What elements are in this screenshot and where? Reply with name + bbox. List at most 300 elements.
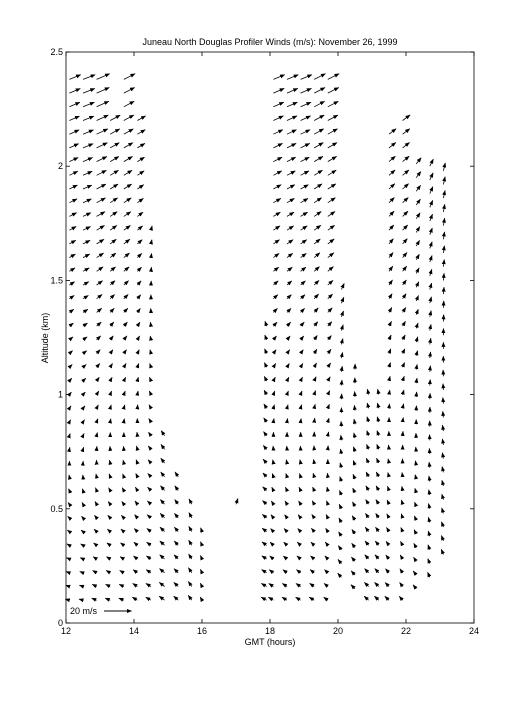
wind-arrow	[124, 281, 129, 285]
wind-arrow	[416, 254, 419, 260]
wind-arrow	[160, 500, 164, 505]
wind-arrow	[95, 502, 97, 505]
wind-arrow	[97, 295, 103, 299]
wind-arrow	[442, 494, 444, 500]
wind-arrow	[367, 389, 368, 394]
wind-arrow	[377, 403, 378, 408]
wind-arrow	[124, 129, 134, 134]
wind-arrow	[287, 157, 296, 161]
wind-arrow	[83, 75, 95, 80]
wind-arrow	[354, 405, 355, 410]
wind-arrow	[328, 391, 330, 395]
wind-arrow	[366, 486, 369, 491]
wind-arrow	[137, 391, 138, 395]
wind-arrow	[301, 102, 311, 107]
wind-arrow	[416, 392, 417, 397]
wind-arrow	[69, 406, 71, 408]
wind-arrow	[299, 487, 301, 490]
wind-arrow	[430, 256, 432, 263]
wind-arrow	[124, 101, 134, 107]
wind-arrow	[69, 254, 75, 258]
wind-arrow	[403, 156, 410, 161]
wind-arrow	[67, 530, 69, 532]
wind-arrow	[236, 499, 238, 505]
wind-arrow	[389, 308, 392, 313]
wind-arrow	[301, 405, 302, 409]
wind-arrow	[327, 487, 328, 491]
wind-arrow	[160, 527, 165, 531]
wind-arrow	[301, 143, 310, 148]
y-axis	[50, 47, 474, 628]
wind-arrow	[403, 170, 409, 175]
wind-arrow	[324, 597, 328, 600]
wind-arrow	[389, 143, 396, 148]
wind-arrow	[151, 240, 152, 244]
wind-arrow	[83, 351, 87, 354]
wind-arrow	[387, 514, 389, 518]
wind-arrow	[146, 570, 151, 573]
wind-arrow	[376, 527, 379, 531]
wind-arrow	[416, 378, 417, 383]
wind-arrow	[137, 171, 144, 175]
wind-arrow	[388, 459, 389, 463]
wind-arrow	[328, 143, 337, 148]
wind-arrow	[79, 599, 83, 600]
wind-arrow	[124, 322, 128, 326]
wind-arrow	[403, 308, 406, 313]
wind-arrow	[375, 541, 379, 545]
wind-arrow	[83, 227, 91, 231]
wind-arrow	[301, 308, 305, 312]
wind-arrow	[133, 570, 137, 573]
wind-arrow	[174, 541, 178, 545]
wind-arrow	[175, 513, 179, 518]
wind-arrow	[301, 267, 306, 271]
x-tick-label: 22	[400, 626, 412, 636]
wind-arrow	[301, 295, 305, 299]
wind-arrow	[263, 473, 267, 477]
wind-arrow	[389, 156, 395, 161]
wind-arrow	[264, 390, 267, 394]
wind-arrow	[124, 391, 125, 395]
wind-arrow	[364, 596, 368, 600]
wind-arrow	[388, 486, 390, 490]
wind-arrow	[430, 200, 433, 207]
wind-arrow	[265, 321, 267, 326]
wind-arrow	[341, 325, 343, 331]
wind-arrow	[328, 267, 334, 272]
wind-arrow	[365, 541, 369, 545]
wind-arrow	[110, 267, 115, 271]
wind-arrow	[268, 597, 273, 600]
wind-arrow	[365, 555, 369, 559]
wind-arrow	[97, 143, 108, 148]
wind-arrow	[376, 500, 379, 505]
wind-arrow	[124, 377, 126, 381]
wind-arrow	[80, 558, 83, 559]
wind-arrow	[314, 267, 319, 272]
wind-arrow	[269, 584, 274, 587]
wind-arrow	[428, 517, 430, 522]
wind-arrow	[110, 143, 119, 148]
wind-arrow	[150, 322, 151, 326]
wind-arrow	[442, 480, 443, 486]
wind-arrow	[82, 489, 83, 491]
wind-arrow	[287, 212, 294, 216]
wind-arrow	[175, 472, 178, 477]
wind-arrow	[286, 474, 287, 477]
wind-arrow	[263, 487, 267, 491]
wind-arrow	[314, 184, 322, 189]
wind-arrow	[132, 597, 137, 600]
wind-arrow	[66, 572, 69, 573]
wind-arrow	[325, 570, 328, 573]
wind-arrow	[69, 75, 80, 80]
wind-arrow	[121, 529, 124, 532]
wind-arrow	[324, 583, 328, 586]
wind-arrow	[340, 477, 342, 482]
wind-arrow	[97, 377, 100, 381]
wind-arrow	[148, 446, 151, 449]
wind-arrow	[147, 515, 151, 518]
wind-arrow	[386, 569, 390, 573]
wind-arrow	[69, 116, 79, 120]
wind-arrow	[97, 226, 105, 231]
wind-arrow	[416, 172, 421, 178]
wind-arrow	[311, 528, 314, 531]
wind-arrow	[442, 508, 444, 514]
wind-arrow	[110, 157, 119, 162]
wind-arrow	[83, 392, 85, 395]
wind-arrow	[69, 213, 76, 217]
wind-arrow	[109, 474, 110, 477]
wind-arrow	[429, 490, 430, 495]
wind-arrow	[283, 570, 287, 573]
wind-arrow	[430, 366, 431, 372]
wind-arrow	[378, 389, 379, 394]
wind-arrow	[174, 527, 178, 531]
wind-arrow	[314, 170, 322, 175]
wind-arrow	[301, 364, 303, 368]
wind-arrow	[272, 487, 274, 490]
wind-arrow	[200, 597, 202, 600]
wind-arrow	[301, 198, 308, 202]
wind-arrow	[325, 542, 328, 545]
wind-arrow	[314, 322, 318, 326]
wind-arrow	[273, 350, 276, 354]
x-tick-label: 14	[128, 626, 140, 636]
wind-arrow	[285, 501, 287, 504]
wind-arrow	[124, 405, 125, 408]
wind-arrow	[416, 447, 417, 452]
wind-arrow	[79, 585, 83, 586]
wind-arrow	[388, 473, 389, 477]
wind-arrow	[137, 377, 138, 381]
wind-arrow	[97, 157, 107, 162]
wind-arrow	[264, 404, 267, 408]
wind-arrow	[273, 240, 279, 244]
wind-arrow	[367, 417, 369, 422]
wind-arrow	[441, 536, 443, 541]
wind-arrow	[301, 75, 312, 80]
wind-arrow	[328, 129, 338, 134]
wind-arrow	[430, 242, 432, 249]
wind-arrow	[135, 515, 138, 518]
wind-arrow	[314, 459, 315, 463]
wind-arrow	[137, 253, 141, 257]
wind-arrow	[160, 555, 165, 559]
wind-arrow	[83, 323, 88, 326]
wind-arrow	[105, 598, 110, 600]
wind-arrow	[430, 311, 431, 317]
wind-arrow	[416, 309, 418, 314]
wind-arrow	[124, 170, 132, 175]
wind-arrow	[110, 226, 117, 231]
wind-arrow	[273, 267, 278, 271]
wind-arrow	[97, 239, 104, 244]
wind-arrow	[314, 404, 315, 408]
wind-arrow	[137, 267, 141, 271]
wind-arrow	[341, 449, 342, 454]
wind-arrow	[429, 504, 430, 509]
wind-arrow	[414, 557, 417, 561]
wind-arrow	[189, 513, 192, 518]
wind-arrow	[341, 352, 342, 358]
wind-arrow	[313, 487, 315, 491]
wind-arrow	[147, 501, 151, 504]
wind-arrow	[110, 364, 112, 368]
wind-arrow	[124, 253, 130, 258]
wind-arrow	[188, 595, 192, 600]
wind-arrow	[328, 322, 332, 326]
wind-arrow	[442, 522, 444, 527]
wind-arrow	[442, 467, 443, 473]
wind-arrow	[328, 239, 334, 244]
wind-arrow	[69, 240, 75, 244]
wind-arrow	[385, 583, 389, 587]
wind-arrow	[314, 101, 324, 107]
wind-arrow	[403, 376, 405, 381]
wind-arrow	[403, 363, 405, 368]
wind-arrow	[120, 571, 124, 573]
wind-arrow	[341, 283, 344, 289]
wind-arrow	[83, 296, 88, 299]
wind-arrow	[69, 378, 71, 381]
wind-arrow	[149, 391, 151, 395]
wind-arrow	[107, 543, 110, 545]
wind-arrow	[339, 532, 342, 536]
wind-arrow	[328, 253, 334, 258]
wind-arrow	[287, 364, 289, 368]
wind-arrow	[375, 582, 379, 586]
wind-arrow	[110, 115, 120, 120]
wind-arrow	[69, 158, 78, 162]
wind-arrow	[416, 227, 420, 233]
wind-arrow	[82, 503, 83, 505]
wind-arrow	[328, 294, 333, 299]
wind-arrow	[137, 240, 142, 244]
wind-arrow	[264, 363, 266, 368]
wind-arrow	[328, 198, 336, 203]
wind-arrow	[161, 444, 165, 449]
wind-arrow	[328, 363, 331, 367]
wind-arrow	[262, 514, 266, 518]
wind-arrow	[273, 460, 274, 463]
wind-arrow	[69, 227, 76, 231]
wind-arrow	[83, 116, 94, 120]
wind-arrow	[443, 191, 445, 199]
wind-arrow	[148, 460, 151, 463]
wind-arrow	[97, 336, 101, 340]
wind-arrow	[416, 337, 418, 342]
wind-arrow	[376, 513, 379, 518]
wind-arrow	[297, 542, 300, 545]
wind-arrow	[110, 198, 117, 203]
wind-arrow	[83, 337, 87, 340]
wind-arrow	[403, 115, 411, 121]
x-tick-label: 16	[196, 626, 208, 636]
wind-arrow	[110, 405, 111, 408]
wind-arrow	[328, 225, 335, 230]
wind-arrow	[403, 418, 404, 423]
wind-arrow	[287, 308, 291, 312]
wind-arrow	[150, 336, 151, 340]
wind-arrow	[389, 184, 395, 189]
wind-arrow	[122, 488, 124, 491]
wind-arrow	[264, 432, 267, 436]
wind-arrow	[150, 350, 151, 354]
wind-arrow	[301, 253, 307, 257]
wind-arrow	[269, 570, 273, 573]
wind-arrow	[137, 322, 140, 326]
wind-arrow	[364, 582, 368, 586]
wind-arrow	[415, 461, 416, 466]
wind-arrow	[301, 281, 306, 285]
y-tick-label: 2.5	[50, 47, 63, 57]
wind-arrow	[326, 528, 328, 531]
wind-arrow	[261, 583, 266, 586]
wind-arrow	[328, 212, 335, 217]
wind-arrow	[68, 516, 70, 518]
wind-arrow	[97, 253, 104, 258]
wind-arrow	[263, 445, 266, 449]
wind-arrow	[97, 281, 103, 285]
wind-arrow	[136, 460, 137, 463]
wind-arrow	[413, 571, 416, 575]
wind-arrow	[69, 296, 74, 299]
wind-arrow	[263, 501, 267, 505]
wind-arrow	[389, 225, 394, 230]
x-axis-label: GMT (hours)	[244, 637, 296, 647]
wind-arrow	[137, 212, 143, 216]
wind-arrow	[273, 130, 283, 135]
wind-arrow	[296, 597, 301, 600]
wind-arrow	[286, 460, 287, 463]
wind-arrow	[400, 569, 403, 573]
wind-arrow	[301, 88, 312, 93]
wind-arrow	[119, 584, 124, 586]
wind-arrow	[416, 240, 419, 246]
wind-arrow	[124, 364, 126, 368]
wind-arrow	[137, 336, 139, 340]
wind-arrow	[314, 156, 323, 161]
wind-arrow	[273, 405, 274, 409]
wind-arrow	[150, 377, 152, 381]
wind-arrow	[301, 336, 304, 340]
wind-arrow	[97, 433, 98, 436]
wind-arrow	[353, 461, 355, 466]
wind-arrow	[314, 212, 321, 217]
wind-arrow	[273, 116, 283, 121]
wind-arrow	[69, 89, 80, 94]
wind-arrow	[265, 349, 267, 354]
wind-arrow	[416, 364, 417, 369]
wind-arrow	[69, 309, 73, 312]
wind-arrow	[298, 515, 300, 518]
wind-arrow	[314, 280, 319, 285]
wind-arrow	[161, 472, 165, 477]
wind-arrow	[353, 474, 355, 479]
wind-arrow	[403, 129, 410, 135]
wind-arrow	[273, 212, 280, 216]
wind-arrow	[97, 184, 106, 189]
wind-arrow	[272, 474, 273, 477]
wind-arrow	[273, 364, 275, 368]
wind-arrow	[96, 474, 97, 477]
wind-arrow	[287, 377, 289, 381]
wind-arrow	[271, 515, 273, 518]
wind-arrow	[341, 435, 342, 440]
wind-arrow	[403, 335, 406, 340]
wind-arrow	[299, 501, 301, 504]
x-tick-label: 12	[60, 626, 72, 636]
wind-arrow	[328, 432, 329, 436]
wind-arrow	[97, 364, 100, 368]
wind-arrow	[389, 294, 392, 299]
wind-arrow	[136, 474, 138, 477]
y-tick-label: 2	[57, 161, 63, 172]
wind-arrow	[287, 143, 296, 148]
wind-arrow	[110, 350, 113, 354]
wind-arrow	[430, 187, 433, 194]
wind-arrow	[124, 74, 135, 80]
wind-arrow	[69, 282, 74, 285]
wind-arrow	[428, 531, 430, 536]
wind-arrow	[69, 171, 77, 175]
wind-arrow	[314, 88, 325, 94]
wind-arrow	[97, 391, 99, 395]
wind-arrow	[97, 267, 104, 271]
wind-arrow	[414, 543, 416, 547]
wind-arrow	[83, 102, 94, 107]
wind-arrow	[301, 226, 308, 230]
wind-arrow	[287, 267, 292, 271]
wind-arrow	[326, 515, 328, 518]
wind-arrow	[385, 596, 389, 600]
wind-arrow	[67, 558, 70, 559]
wind-arrow	[146, 556, 151, 559]
wind-arrow	[83, 254, 90, 258]
wind-arrow	[402, 500, 403, 504]
wind-arrow	[301, 419, 302, 423]
wind-arrow	[298, 529, 301, 532]
wind-arrow	[403, 266, 407, 271]
wind-arrow	[94, 529, 97, 532]
wind-arrow	[287, 130, 297, 135]
wind-arrow	[200, 556, 202, 560]
wind-arrow	[386, 555, 389, 559]
wind-arrow	[389, 363, 391, 368]
